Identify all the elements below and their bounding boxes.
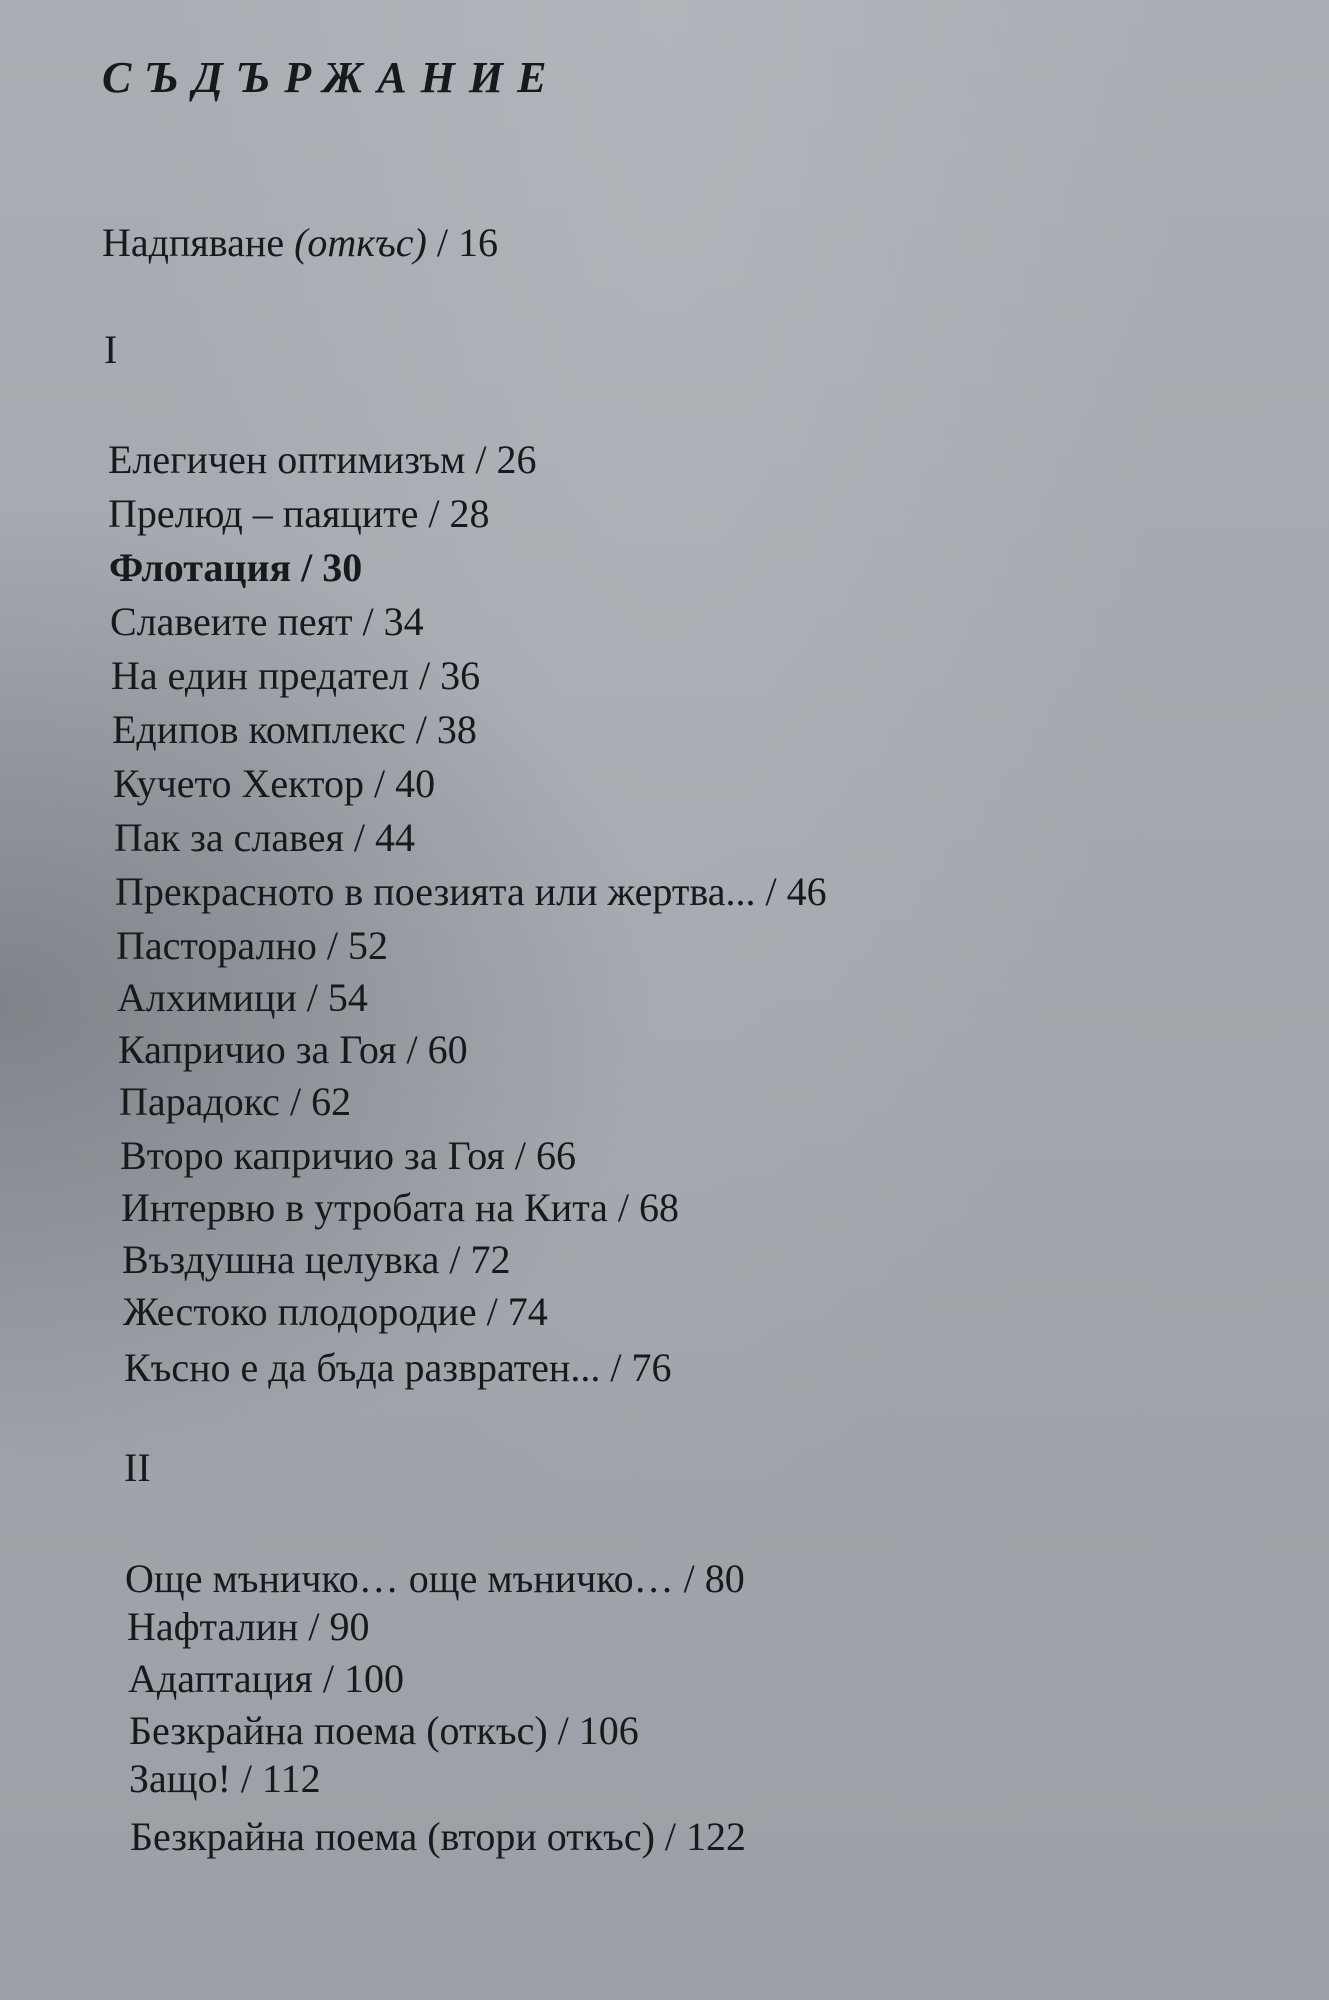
section-numeral-2: II — [124, 1445, 151, 1490]
toc-entry-name: Още мъничко… още мъничко… — [125, 1556, 674, 1601]
toc-entry-page: 90 — [329, 1604, 370, 1649]
toc-entry-page: 66 — [535, 1133, 576, 1178]
toc-entry-page: 60 — [427, 1027, 468, 1072]
toc-entry-page: 34 — [383, 599, 424, 644]
toc-entry-intro — [102, 218, 498, 268]
toc-entry-name: Елегичен оптимизъм — [108, 437, 466, 482]
toc-entry-page: 100 — [343, 1656, 404, 1701]
toc-entry-name: Безкрайна поема (втори откъс) — [130, 1814, 655, 1859]
toc-entry-page: 44 — [375, 815, 416, 860]
toc-entry-page: 122 — [686, 1814, 747, 1859]
toc-entry-page: 76 — [631, 1345, 672, 1390]
toc-entry: Прекрасното в поезията или жертва... / 46 — [115, 869, 827, 914]
toc-entry-name: На един предател — [111, 653, 409, 698]
toc-entry-name: Жестоко плодородие — [123, 1289, 477, 1334]
toc-entry: Късно е да бъда развратен... / 76 — [124, 1345, 672, 1390]
toc-entry-page: 36 — [440, 653, 481, 698]
toc-entry-name: Кучето Хектор — [113, 761, 364, 806]
toc-entry-page: 28 — [449, 491, 490, 536]
toc-entry: Кучето Хектор / 40 — [113, 761, 436, 806]
toc-entry-page: 38 — [436, 707, 477, 752]
toc-entry: Алхимици / 54 — [117, 975, 368, 1020]
toc-entry-page: 30 — [322, 545, 363, 590]
toc-entry-page: 80 — [704, 1556, 745, 1601]
toc-entry-page: 74 — [507, 1289, 548, 1334]
toc-entry-name: Прекрасното в поезията или жертва... — [115, 869, 756, 914]
toc-entry-note: (откъс) — [294, 220, 427, 265]
toc-entry-page: 68 — [639, 1185, 680, 1230]
toc-entry-name: Въздушна целувка — [122, 1237, 440, 1282]
toc-entry: Безкрайна поема (откъс) / 106 — [129, 1708, 639, 1753]
toc-entry: Пак за славея / 44 — [114, 815, 416, 860]
toc-entry: Безкрайна поема (втори откъс) / 122 — [130, 1814, 747, 1859]
toc-entry-name: Славеите пеят — [110, 599, 353, 644]
toc-entry: Славеите пеят / 34 — [110, 599, 424, 644]
toc-entry-page: 52 — [347, 923, 388, 968]
toc-entry: Жестоко плодородие / 74 — [123, 1289, 548, 1334]
toc-entry-page: 72 — [470, 1237, 511, 1282]
toc-entry-name: Нафталин — [127, 1604, 299, 1649]
toc-entry-page: / 16 — [436, 220, 498, 265]
toc-entry-page: 112 — [262, 1756, 321, 1801]
toc-entry-name: Адаптация — [128, 1656, 313, 1701]
toc-entry: Адаптация / 100 — [128, 1656, 404, 1701]
toc-entry: Нафталин / 90 — [127, 1604, 370, 1649]
toc-entry-name: Прелюд – паяците — [108, 491, 419, 536]
toc-entry-name: Надпяване — [102, 220, 285, 265]
toc-entry-name: Интервю в утробата на Кита — [121, 1185, 608, 1230]
toc-entry-page: 62 — [311, 1079, 352, 1124]
toc-entry: Защо! / 112 — [129, 1756, 321, 1801]
toc-entry: Още мъничко… още мъничко… / 80 — [125, 1556, 745, 1601]
toc-entry: Едипов комплекс / 38 — [112, 707, 477, 752]
toc-entry-name: Едипов комплекс — [112, 707, 406, 752]
toc-entry: Интервю в утробата на Кита / 68 — [121, 1185, 680, 1230]
toc-entry-page: 40 — [395, 761, 436, 806]
toc-entry-name: Второ капричио за Гоя — [120, 1133, 505, 1178]
toc-entry-name: Алхимици — [117, 975, 297, 1020]
toc-entry: Елегичен оптимизъм / 26 — [108, 437, 537, 482]
toc-entry: Прелюд – паяците / 28 — [108, 491, 490, 536]
toc-entry-name: Защо! — [129, 1756, 231, 1801]
toc-entry: Парадокс / 62 — [119, 1079, 352, 1124]
toc-entry-page: 26 — [496, 437, 537, 482]
toc-entry-page: 54 — [327, 975, 368, 1020]
toc-entry-name: Късно е да бъда развратен... — [124, 1345, 601, 1390]
toc-entry: Капричио за Гоя / 60 — [118, 1027, 468, 1072]
section-numeral-1: I — [104, 327, 118, 372]
contents-title: СЪДЪРЖАНИЕ — [102, 53, 561, 102]
toc-entry-name: Пак за славея — [114, 815, 344, 860]
toc-entry: Второ капричио за Гоя / 66 — [120, 1133, 576, 1178]
toc-entry-name: Капричио за Гоя — [118, 1027, 397, 1072]
toc-entry-name: Пасторално — [116, 923, 317, 968]
toc-entry-name: Флотация — [109, 545, 292, 590]
toc-entry-name: Парадокс — [119, 1079, 280, 1124]
toc-entry: Пасторално / 52 — [116, 923, 388, 968]
toc-entry-name: Безкрайна поема (откъс) — [129, 1708, 548, 1753]
toc-entry: Флотация / 30 — [109, 545, 363, 590]
toc-entry-page: 46 — [786, 869, 827, 914]
toc-entry: На един предател / 36 — [111, 653, 481, 698]
toc-entry: Въздушна целувка / 72 — [122, 1237, 511, 1282]
toc-entry-page: 106 — [578, 1708, 639, 1753]
